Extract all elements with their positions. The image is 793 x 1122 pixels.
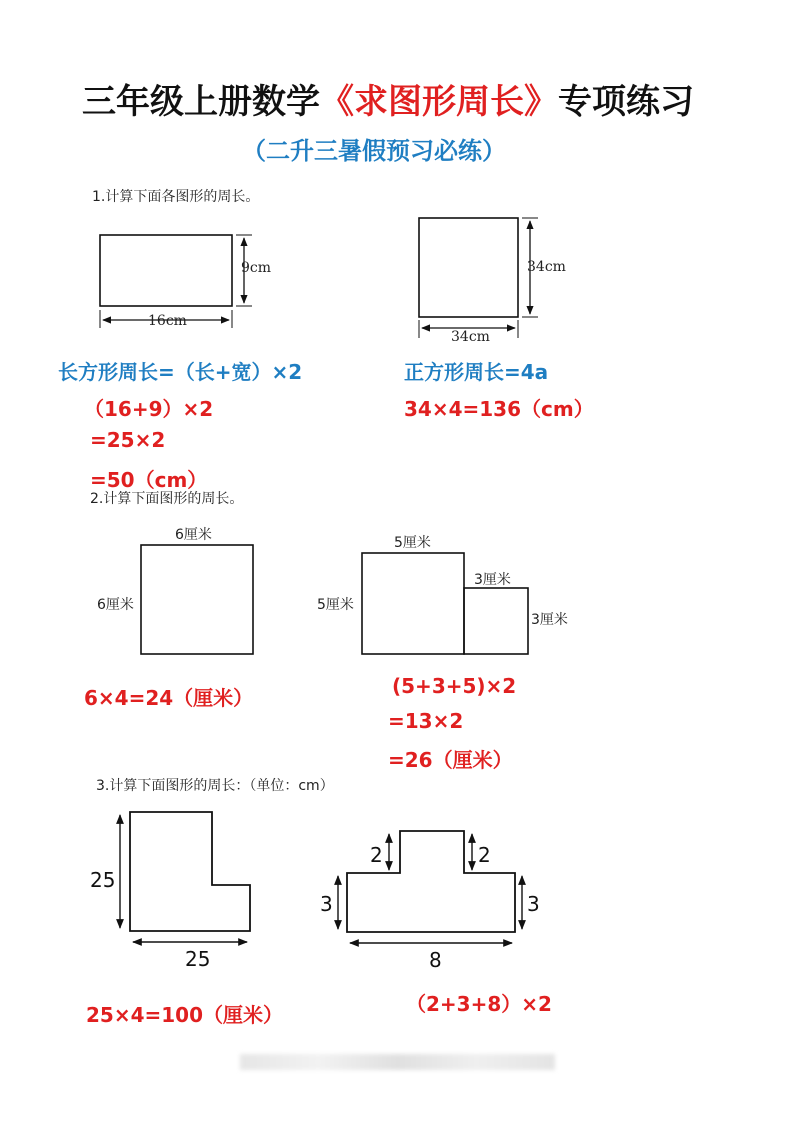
q2-prompt: 2.计算下面图形的周长。	[90, 491, 244, 507]
q3-l-answer: 25×4=100（厘米）	[86, 1003, 284, 1027]
q1-rect-height-label: 9cm	[241, 260, 272, 276]
q2-big-top-label: 5厘米	[394, 535, 431, 551]
q3-prompt: 3.计算下面图形的周长：（单位：cm）	[96, 778, 334, 794]
q1-square-height-label: 34cm	[527, 259, 566, 275]
q1-rect-formula: 长方形周长=（长+宽）×2	[58, 360, 303, 384]
q3-t-side-left-label: 3	[320, 892, 333, 916]
q1-square-step-1: 34×4=136（cm）	[404, 397, 594, 421]
q2-small-square	[464, 588, 528, 654]
q2-small-top-label: 3厘米	[474, 572, 511, 588]
q2-big-square	[362, 553, 464, 654]
q2-composite-step-3: =26（厘米）	[388, 748, 513, 772]
q1-rect-step-2: =25×2	[90, 428, 166, 452]
q2-composite-step-2: =13×2	[388, 709, 464, 733]
q1-rect-step-1: （16+9）×2	[84, 397, 214, 421]
q2-big-left-label: 5厘米	[317, 597, 354, 613]
page-subtitle: （二升三暑假预习必练）	[242, 137, 506, 165]
q3-l-height-label: 25	[90, 868, 116, 892]
q3-t-answer: （2+3+8）×2	[406, 992, 552, 1016]
title-highlight: 《求图形周长》	[320, 82, 558, 122]
q1-square	[419, 218, 518, 317]
q3-t-step-left-label: 2	[370, 843, 383, 867]
q3-l-width-label: 25	[185, 947, 211, 971]
title-prefix: 三年级上册数学	[82, 82, 320, 122]
q2-composite-step-1: (5+3+5)×2	[392, 674, 517, 698]
q1-square-width-label: 34cm	[451, 329, 490, 345]
q2-square	[141, 545, 253, 654]
q1-rect-width-label: 16cm	[148, 313, 187, 329]
q3-l-shape	[130, 812, 250, 931]
q2-square-answer: 6×4=24（厘米）	[84, 686, 254, 710]
q1-rectangle	[100, 235, 232, 306]
q1-rect-step-3: =50（cm）	[90, 468, 208, 492]
q1-prompt: 1.计算下面各图形的周长。	[92, 189, 260, 205]
title-suffix: 专项练习	[558, 82, 694, 122]
q3-t-side-right-label: 3	[527, 892, 540, 916]
q2-square-top-label: 6厘米	[175, 527, 212, 543]
q3-t-width-label: 8	[429, 948, 442, 972]
q3-t-step-right-label: 2	[478, 843, 491, 867]
q1-square-formula: 正方形周长=4a	[404, 360, 549, 384]
footer-watermark	[240, 1054, 555, 1070]
q2-square-left-label: 6厘米	[97, 597, 134, 613]
q2-small-right-label: 3厘米	[531, 612, 568, 628]
